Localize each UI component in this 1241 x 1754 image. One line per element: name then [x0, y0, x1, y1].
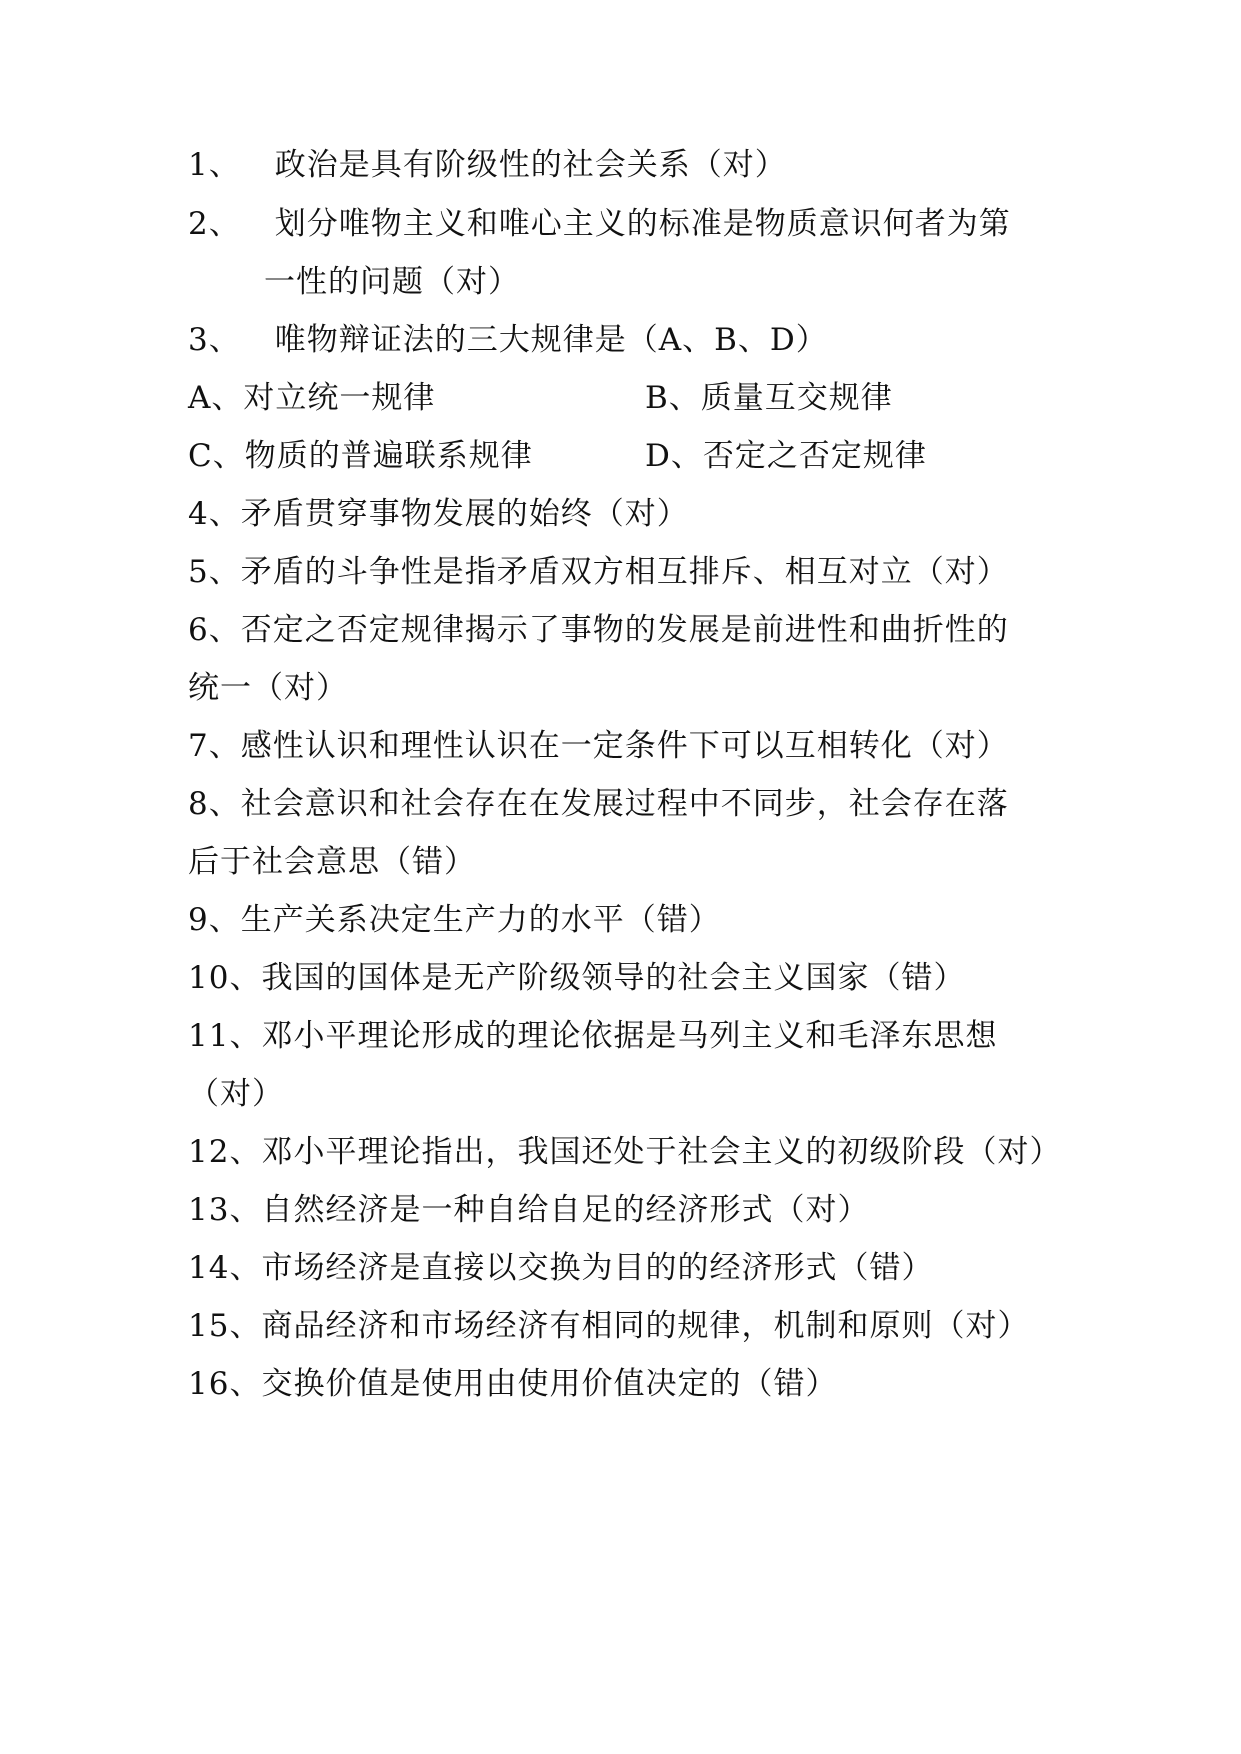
question-number: 8、 [188, 786, 241, 822]
question-3 [188, 320, 828, 360]
question-text: 商品经济和市场经济有相同的规律，机制和原则（对） [261, 1308, 1030, 1344]
question-text: 社会意识和社会存在在发展过程中不同步，社会存在落 [240, 786, 1009, 822]
question-13 [188, 1190, 869, 1230]
question-11 [188, 1016, 997, 1056]
option-b: B、质量互交规律 [645, 380, 893, 416]
question-11-continuation: （对） [188, 1076, 284, 1112]
question-number: 5、 [188, 554, 241, 590]
question-14 [188, 1248, 933, 1288]
question-number: 4、 [188, 496, 241, 532]
question-6 [188, 610, 1009, 650]
question-text: 邓小平理论指出，我国还处于社会主义的初级阶段（对） [261, 1134, 1062, 1170]
options-row-ab [0, 378, 1241, 418]
question-text: 我国的国体是无产阶级领导的社会主义国家（错） [261, 960, 966, 996]
question-number: 7、 [188, 728, 241, 764]
question-number: 14、 [188, 1250, 262, 1286]
question-number: 2、 [188, 206, 241, 242]
question-number: 1、 [188, 147, 241, 183]
question-2-continuation: 一性的问题（对） [264, 264, 520, 300]
question-5 [188, 552, 1009, 592]
question-number: 9、 [188, 902, 241, 938]
question-text: 感性认识和理性认识在一定条件下可以互相转化（对） [240, 728, 1009, 764]
question-text: 邓小平理论形成的理论依据是马列主义和毛泽东思想 [261, 1018, 998, 1054]
question-2 [188, 204, 1011, 244]
question-text: 矛盾的斗争性是指矛盾双方相互排斥、相互对立（对） [240, 554, 1009, 590]
question-12 [188, 1132, 1061, 1172]
question-15 [188, 1306, 1029, 1346]
question-8 [188, 784, 1009, 824]
question-number: 11、 [188, 1018, 262, 1054]
question-7 [188, 726, 1009, 766]
question-text: 划分唯物主义和唯心主义的标准是物质意识何者为第 [274, 206, 1011, 242]
question-text: 否定之否定规律揭示了事物的发展是前进性和曲折性的 [240, 612, 1009, 648]
question-number: 10、 [188, 960, 262, 996]
question-8-continuation: 后于社会意思（错） [188, 844, 476, 880]
question-number: 16、 [188, 1366, 262, 1402]
option-c: C、物质的普遍联系规律 [188, 438, 533, 474]
question-text: 市场经济是直接以交换为目的的经济形式（错） [261, 1250, 934, 1286]
question-text: 政治是具有阶级性的社会关系（对） [274, 147, 787, 183]
question-text: 自然经济是一种自给自足的经济形式（对） [261, 1192, 870, 1228]
question-number: 6、 [188, 612, 241, 648]
question-number: 15、 [188, 1308, 262, 1344]
question-6-continuation: 统一（对） [188, 670, 348, 706]
option-a: A、对立统一规律 [188, 380, 436, 416]
option-d: D、否定之否定规律 [645, 438, 927, 474]
question-text: 矛盾贯穿事物发展的始终（对） [240, 496, 689, 532]
question-number: 12、 [188, 1134, 262, 1170]
question-text: 生产关系决定生产力的水平（错） [240, 902, 721, 938]
question-text: 交换价值是使用由使用价值决定的（错） [261, 1366, 838, 1402]
question-1 [188, 145, 787, 185]
options-row-cd [0, 436, 1241, 476]
question-10 [188, 958, 965, 998]
question-4 [188, 494, 689, 534]
question-number: 13、 [188, 1192, 262, 1228]
question-text: 唯物辩证法的三大规律是（A、B、D） [274, 322, 828, 358]
question-9 [188, 900, 721, 940]
question-16 [188, 1364, 837, 1404]
question-number: 3、 [188, 322, 241, 358]
